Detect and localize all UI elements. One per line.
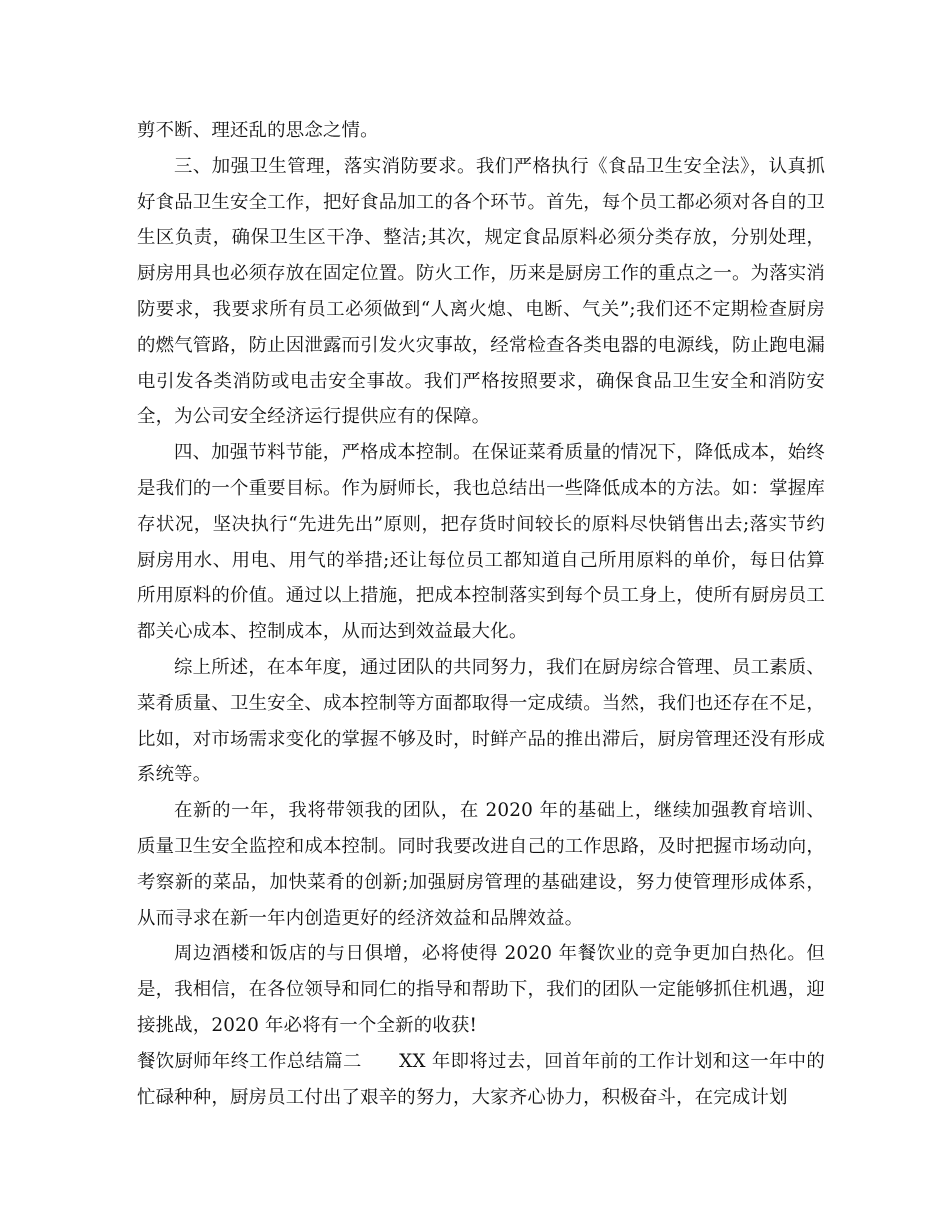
paragraph-hygiene-fire-safety: 三、加强卫生管理，落实消防要求。我们严格执行《食品卫生安全法》，认真抓好食品卫生安全工作，把好食品加工的各个环节。首先，每个员工都必须对各自的卫生区负责，确保卫生区干净、整洁;其次，规定食品原料必须分类存放，分别处理，厨房用具也必须存放在固定位置。防火工作，历来是厨房工作的重点之一。为落实消防要求，我要求所有员工必须做到“人离火熄、电断、气关”;我们还不定期检查厨房的燃气管路，防止因泄露而引发火灾事故，经常检查各类电器的电源线，防止跑电漏电引发各类消防或电击安全事故。我们严格按照要求，确保食品卫生安全和消防安全，为公司安全经济运行提供应有的保障。	[137, 155, 825, 428]
paragraph-competition-outlook: 周边酒楼和饭店的与日俱增，必将使得 2020 年餐饮业的竞争更加白热化。但是，我相信，在各位领导和同仁的指导和帮助下，我们的团队一定能够抓住机遇，迎接挑战，2020 年必将有一个全新的收获!	[137, 943, 825, 1036]
paragraph-new-year-plan: 在新的一年，我将带领我的团队，在 2020 年的基础上，继续加强教育培训、质量卫生安全监控和成本控制。同时我要改进自己的工作思路，及时把握市场动向，考察新的菜品，加快菜肴的创新;加强厨房管理的基础建设，努力使管理形成体系，从而寻求在新一年内创造更好的经济效益和品牌效益。	[137, 800, 825, 929]
document-body	[137, 113, 825, 1115]
paragraph-continuation: 剪不断、理还乱的思念之情。	[137, 120, 379, 141]
paragraph-cost-control: 四、加强节料节能，严格成本控制。在保证菜肴质量的情况下，降低成本，始终是我们的一个重要目标。作为厨师长，我也总结出一些降低成本的方法。如：掌握库存状况，坚决执行“先进先出”原则，把存货时间较长的原料尽快销售出去;落实节约厨房用水、用电、用气的举措;还让每位员工都知道自己所用原料的单价，每日估算所用原料的价值。通过以上措施，把成本控制落实到每个员工身上，使所有厨房员工都关心成本、控制成本，从而达到效益最大化。	[137, 442, 825, 643]
paragraph-part-two-start: 餐饮厨师年终工作总结篇二 XX 年即将过去，回首年前的工作计划和这一年中的忙碌种种，厨房员工付出了艰辛的努力，大家齐心协力，积极奋斗，在完成计划	[137, 1050, 825, 1108]
paragraph-summary: 综上所述，在本年度，通过团队的共同努力，我们在厨房综合管理、员工素质、菜肴质量、卫生安全、成本控制等方面都取得一定成绩。当然，我们也还存在不足，比如，对市场需求变化的掌握不够及时，时鲜产品的推出滞后，厨房管理还没有形成系统等。	[137, 656, 825, 786]
